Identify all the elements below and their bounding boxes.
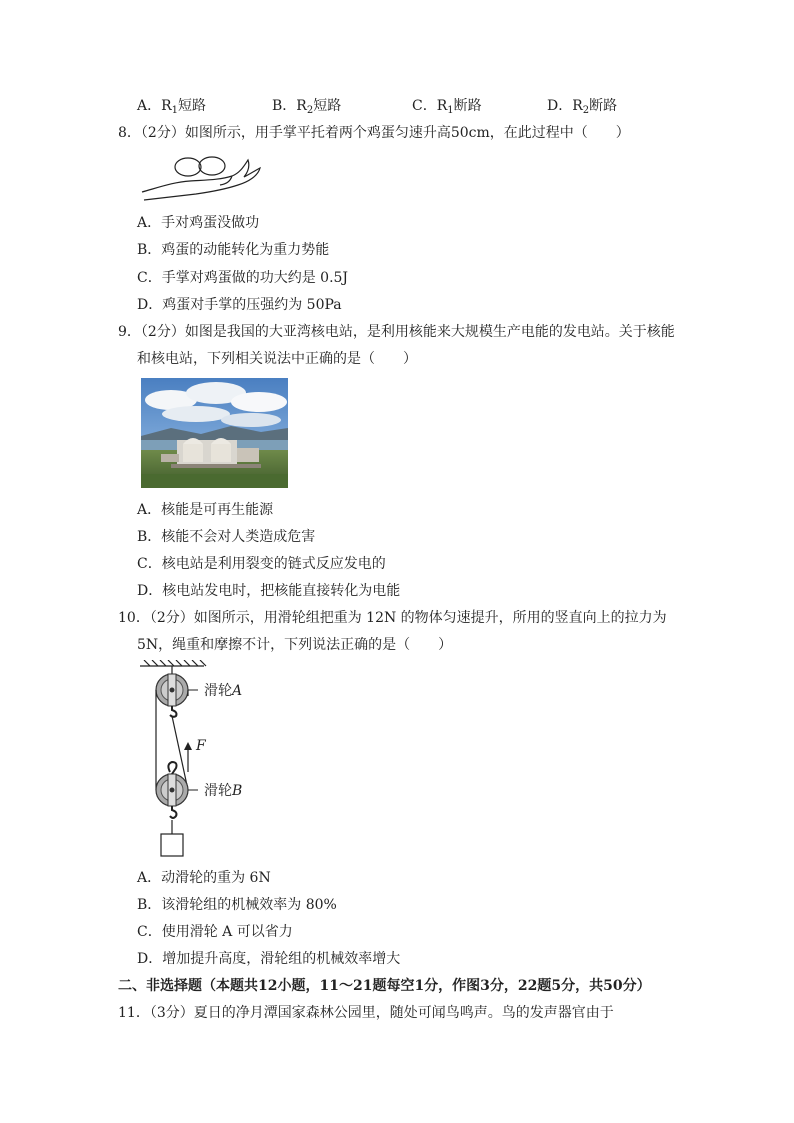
q10-option-a: A．动滑轮的重为 6N (137, 870, 271, 886)
q11-stem: 11．（3分）夏日的净月潭国家森林公园里，随处可闻鸟鸣声。鸟的发声器官由于 (118, 1005, 614, 1021)
q9-option-c: C．核电站是利用裂变的链式反应发电的 (137, 556, 386, 572)
q9-option-a: A．核能是可再生能源 (137, 502, 274, 518)
pulley-a-label: 滑轮A (204, 683, 243, 699)
force-label: F (196, 738, 206, 754)
q9-stem-line2: 和核电站，下列相关说法中正确的是（ ） (137, 351, 417, 367)
pulley-b-label: 滑轮B (204, 783, 243, 799)
q10-option-c: C．使用滑轮 A 可以省力 (137, 924, 293, 940)
weight-block (161, 834, 183, 856)
q9-option-b: B．核能不会对人类造成危害 (137, 529, 316, 545)
q8-stem: 8．（2分）如图所示，用手掌平托着两个鸡蛋匀速升高50cm，在此过程中（ ） (118, 125, 630, 141)
q10-stem-line2: 5N，绳重和摩擦不计，下列说法正确的是（ ） (137, 637, 453, 653)
pulley-a (156, 674, 188, 717)
q10-option-d: D．增加提升高度，滑轮组的机械效率增大 (137, 951, 401, 967)
q9-option-d: D．核电站发电时，把核能直接转化为电能 (137, 583, 401, 599)
q8-option-a: A．手对鸡蛋没做功 (137, 215, 260, 231)
q10-option-b: B．该滑轮组的机械效率为 80% (137, 897, 337, 913)
hand-eggs-figure (140, 152, 264, 202)
nuclear-plant-photo (141, 378, 288, 488)
pulley-system-figure (140, 660, 270, 860)
q8-option-c: C．手掌对鸡蛋做的功大约是 0.5J (137, 270, 349, 286)
q9-stem-line1: 9．（2分）如图是我国的大亚湾核电站，是利用核能来大规模生产电能的发电站。关于核能 (118, 324, 675, 340)
q7-option-c: C．$R_1$断路 (412, 98, 482, 116)
q8-option-d: D．鸡蛋对手掌的压强约为 50Pa (137, 297, 342, 313)
q7-option-a: A．$R_1$短路 (137, 98, 207, 116)
q7-option-d: D．$R_2$断路 (547, 98, 618, 116)
section-two-title: 二、非选择题（本题共12小题，11～21题每空1分，作图3分，22题5分，共50分） (118, 978, 651, 994)
q8-option-b: B．鸡蛋的动能转化为重力势能 (137, 242, 330, 258)
q7-option-b: B．$R_2$短路 (272, 98, 342, 116)
q10-stem-line1: 10．（2分）如图所示，用滑轮组把重为 12N 的物体匀速提升，所用的竖直向上的拉力为 (118, 610, 667, 626)
